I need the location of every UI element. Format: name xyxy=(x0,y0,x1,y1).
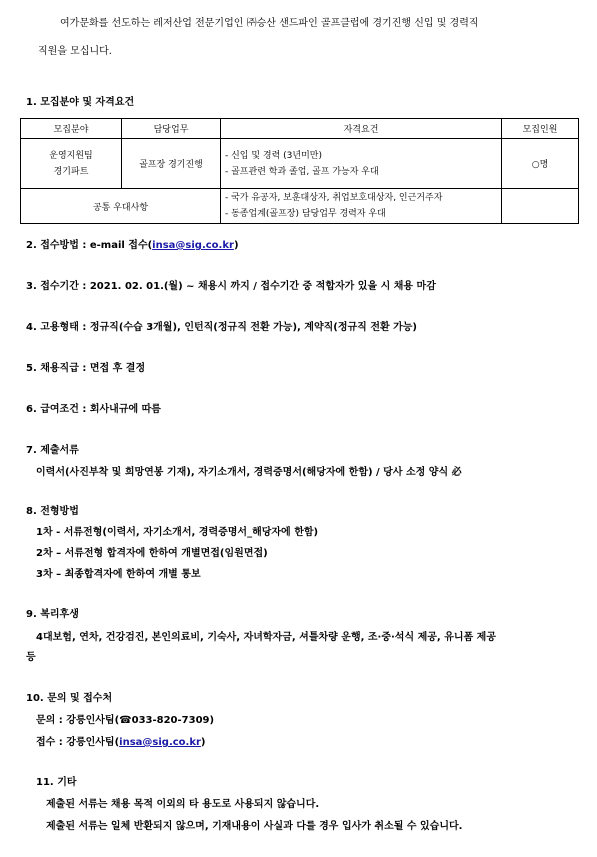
section-7-title: 7. 제출서류 xyxy=(26,445,79,456)
header-requirements: 자격요건 xyxy=(221,119,502,139)
header-field: 모집분야 xyxy=(21,119,122,139)
section-3-period: 3. 접수기간 : 2021. 02. 01.(월) ~ 채용시 까지 / 접수기간 중 적합자가 있을 시 채용 마감 xyxy=(26,281,436,292)
section-8-title: 8. 전형방법 xyxy=(26,506,79,517)
contact-apply xyxy=(36,733,206,748)
cell-field xyxy=(21,139,122,189)
header-duty: 담당업무 xyxy=(122,119,221,139)
table-header-row xyxy=(21,119,579,139)
field-line-2: 경기파트 xyxy=(53,166,89,177)
intro-line-1: 여가문화를 선도하는 레저산업 전문기업인 ㈜승산 샌드파인 골프클럽에 경기진행 신입 및 경력직 xyxy=(60,18,479,29)
contact-apply-suffix: ) xyxy=(200,737,206,748)
benefits-line-2: 등 xyxy=(26,652,36,663)
cell-duty: 골프장 경기진행 xyxy=(122,139,221,189)
field-line-1: 운영지원팀 xyxy=(49,150,93,161)
selection-step-1: 1차 - 서류전형(이력서, 자기소개서, 경력증명서_해당자에 한함) xyxy=(36,527,319,538)
section-7-body: 이력서(사진부착 및 희망연봉 기재), 자기소개서, 경력증명서(해당자에 한함) / 당사 소정 양식 必 xyxy=(36,467,462,478)
misc-line-2: 제출된 서류는 일체 반환되지 않으며, 기재내용이 사실과 다를 경우 입사가 취소될 수 있습니다. xyxy=(46,821,463,832)
cell-preference-requirements xyxy=(221,189,502,224)
table-row xyxy=(21,139,579,189)
contact-apply-prefix: 접수 : 강릉인사팀( xyxy=(36,737,120,748)
cell-empty xyxy=(502,189,579,224)
contact-phone: 문의 : 강릉인사팀(☎033-820-7309) xyxy=(36,715,215,726)
section-10-title: 10. 문의 및 접수처 xyxy=(26,693,113,704)
header-count: 모집인원 xyxy=(502,119,579,139)
requirements-table xyxy=(20,118,579,224)
section-9-title: 9. 복리후생 xyxy=(26,609,79,620)
cell-requirements xyxy=(221,139,502,189)
apply-email-link[interactable]: insa@sig.co.kr xyxy=(152,240,234,251)
selection-step-2: 2차 – 서류전형 합격자에 한하여 개별면접(임원면접) xyxy=(36,548,268,559)
section-6-salary: 6. 급여조건 : 회사내규에 따름 xyxy=(26,404,161,415)
section-1-title: 1. 모집분야 및 자격요건 xyxy=(26,97,135,108)
requirement-line-2: - 골프관련 학과 졸업, 골프 가능자 우대 xyxy=(225,166,379,177)
section-11-title: 11. 기타 xyxy=(36,777,77,788)
requirement-line-1: - 신입 및 경력 (3년미만) xyxy=(225,150,322,161)
cell-count: ○명 xyxy=(502,139,579,189)
preference-line-1: - 국가 유공자, 보훈대상자, 취업보호대상자, 인근거주자 xyxy=(225,193,443,203)
apply-method-prefix: 2. 접수방법 : e-mail 접수( xyxy=(26,240,153,251)
section-2-apply-method xyxy=(26,236,239,251)
contact-email-link[interactable]: insa@sig.co.kr xyxy=(119,737,201,748)
apply-method-suffix: ) xyxy=(233,240,239,251)
section-4-employment-type: 4. 고용형태 : 정규직(수습 3개월), 인턴직(정규직 전환 가능), 계약직(정규직 전환 가능) xyxy=(26,322,418,333)
table-row xyxy=(21,189,579,224)
preference-line-2: - 동종업계(골프장) 담당업무 경력자 우대 xyxy=(225,209,386,219)
misc-line-1: 제출된 서류는 채용 목적 이외의 타 용도로 사용되지 않습니다. xyxy=(46,799,320,810)
cell-common-preference: 공통 우대사항 xyxy=(21,189,221,224)
section-5-position: 5. 채용직급 : 면접 후 결정 xyxy=(26,363,146,374)
selection-step-3: 3차 – 최종합격자에 한하여 개별 통보 xyxy=(36,569,201,580)
intro-line-2: 직원을 모십니다. xyxy=(38,46,112,57)
benefits-line-1: 4대보험, 연차, 건강검진, 본인의료비, 기숙사, 자녀학자금, 셔틀차량 운행, 조·중·석식 제공, 유니폼 제공 xyxy=(36,632,496,643)
